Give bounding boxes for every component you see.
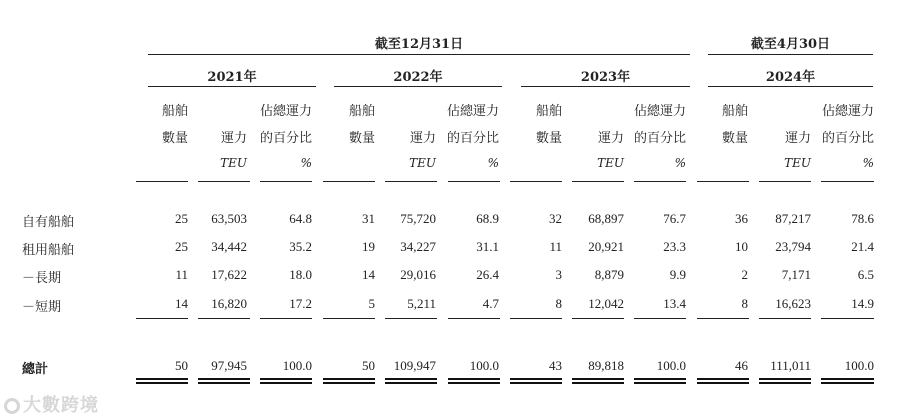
total-double-underline <box>759 382 811 384</box>
total-double-underline <box>634 378 686 380</box>
header-column-underline <box>572 181 624 182</box>
year-2022: 2022年 <box>393 70 443 85</box>
watermark-icon <box>4 398 20 414</box>
header-pct-line2: 的百分比 <box>633 131 686 146</box>
total-cell: 100.0 <box>282 358 312 373</box>
total-double-underline <box>572 382 624 384</box>
total-double-underline <box>697 382 749 384</box>
total-double-underline <box>260 378 312 380</box>
table-cell: 35.2 <box>289 239 312 254</box>
subtotal-underline <box>510 318 562 319</box>
table-cell: 34,227 <box>400 239 436 254</box>
period-underline-apr <box>708 54 873 55</box>
total-cell: 89,818 <box>588 358 624 373</box>
year-underline-2022 <box>334 86 502 87</box>
table-cell: 14 <box>362 267 375 282</box>
header-column-underline <box>697 181 749 182</box>
table-cell: 14.9 <box>851 296 874 311</box>
total-cell: 97,945 <box>211 358 247 373</box>
header-vessels-line1: 船舶 <box>535 104 562 119</box>
total-double-underline <box>385 378 437 380</box>
total-double-underline <box>821 382 874 384</box>
header-pct-line2: 的百分比 <box>821 131 874 146</box>
total-double-underline <box>634 382 686 384</box>
header-column-underline <box>136 181 188 182</box>
header-unit-teu: TEU <box>220 156 247 170</box>
table-cell: 6.5 <box>857 267 874 282</box>
period-header-dec: 截至12月31日 <box>374 37 464 52</box>
period-underline-dec <box>148 54 690 55</box>
row-label: －長期 <box>22 271 62 286</box>
subtotal-underline <box>697 318 749 319</box>
table-cell: 25 <box>175 211 188 226</box>
header-unit-pct: % <box>862 156 874 170</box>
table-cell: 20,921 <box>588 239 624 254</box>
table-cell: 11 <box>549 239 562 254</box>
header-vessels-line2: 數量 <box>161 131 188 146</box>
table-cell: 26.4 <box>476 267 499 282</box>
total-cell: 50 <box>362 358 375 373</box>
table-cell: 5,211 <box>407 296 436 311</box>
table-cell: 9.9 <box>669 267 686 282</box>
year-2023: 2023年 <box>580 70 631 85</box>
table-cell: 7,171 <box>781 267 811 282</box>
header-pct-line2: 的百分比 <box>259 131 312 146</box>
total-double-underline <box>759 378 811 380</box>
total-double-underline <box>323 378 375 380</box>
table-cell: 10 <box>735 239 748 254</box>
table-cell: 2 <box>741 267 748 282</box>
table-cell: 23.3 <box>663 239 686 254</box>
table-cell: 8 <box>741 296 748 311</box>
table-cell: 8 <box>555 296 562 311</box>
total-double-underline <box>323 382 375 384</box>
table-cell: 17.2 <box>289 296 312 311</box>
total-double-underline <box>198 378 250 380</box>
watermark-logo <box>4 391 99 417</box>
table-cell: 87,217 <box>775 211 811 226</box>
total-cell: 100.0 <box>844 358 874 373</box>
subtotal-underline <box>198 318 250 319</box>
subtotal-underline <box>821 318 874 319</box>
table-cell: 4.7 <box>482 296 499 311</box>
year-2021: 2021年 <box>207 70 257 85</box>
total-double-underline <box>136 378 188 380</box>
table-cell: 29,016 <box>400 267 436 282</box>
header-capacity: 運力 <box>409 131 436 146</box>
table-cell: 19 <box>362 239 375 254</box>
header-vessels-line1: 船舶 <box>721 104 748 119</box>
header-unit-teu: TEU <box>784 156 811 170</box>
header-column-underline <box>510 181 562 182</box>
header-pct-line1: 佔總運力 <box>821 104 874 119</box>
total-double-underline <box>510 382 562 384</box>
table-cell: 14 <box>175 296 188 311</box>
header-pct-line1: 佔總運力 <box>259 104 312 119</box>
subtotal-underline <box>323 318 375 319</box>
header-column-underline <box>759 181 811 182</box>
header-column-underline <box>448 181 500 182</box>
table-cell: 21.4 <box>851 239 874 254</box>
table-cell: 31 <box>362 211 375 226</box>
total-double-underline <box>198 382 250 384</box>
header-capacity: 運力 <box>784 131 811 146</box>
table-cell: 3 <box>555 267 562 282</box>
row-label: 自有船舶 <box>22 215 75 230</box>
year-2024: 2024年 <box>765 70 816 85</box>
table-cell: 63,503 <box>211 211 247 226</box>
header-vessels-line1: 船舶 <box>348 104 375 119</box>
total-double-underline <box>572 378 624 380</box>
header-vessels-line2: 數量 <box>721 131 748 146</box>
year-underline-2024 <box>708 86 873 87</box>
header-capacity: 運力 <box>597 131 624 146</box>
header-unit-pct: % <box>300 156 312 170</box>
watermark-text: 大數跨境 <box>23 395 99 416</box>
year-underline-2021 <box>148 86 316 87</box>
table-cell: 25 <box>175 239 188 254</box>
year-underline-2023 <box>521 86 690 87</box>
table-cell: 64.8 <box>289 211 312 226</box>
table-cell: 76.7 <box>663 211 686 226</box>
total-double-underline <box>697 378 749 380</box>
subtotal-underline <box>448 318 500 319</box>
total-cell: 100.0 <box>469 358 499 373</box>
total-double-underline <box>510 378 562 380</box>
table-cell: 36 <box>735 211 748 226</box>
table-cell: 68.9 <box>476 211 499 226</box>
total-label: 總計 <box>22 362 49 377</box>
total-cell: 46 <box>735 358 748 373</box>
header-column-underline <box>198 181 250 182</box>
header-vessels-line2: 數量 <box>348 131 375 146</box>
total-double-underline <box>385 382 437 384</box>
table-cell: 8,879 <box>594 267 624 282</box>
header-vessels-line1: 船舶 <box>161 104 188 119</box>
total-cell: 43 <box>549 358 562 373</box>
table-cell: 16,623 <box>775 296 811 311</box>
subtotal-underline <box>572 318 624 319</box>
header-unit-teu: TEU <box>597 156 624 170</box>
row-label: －短期 <box>22 300 62 315</box>
table-cell: 78.6 <box>851 211 874 226</box>
subtotal-underline <box>634 318 686 319</box>
table-cell: 16,820 <box>211 296 247 311</box>
table-cell: 18.0 <box>289 267 312 282</box>
total-double-underline <box>448 382 500 384</box>
period-header-apr: 截至4月30日 <box>750 37 831 52</box>
header-pct-line1: 佔總運力 <box>633 104 686 119</box>
header-unit-pct: % <box>487 156 499 170</box>
table-cell: 68,897 <box>588 211 624 226</box>
table-cell: 12,042 <box>588 296 624 311</box>
total-cell: 50 <box>175 358 188 373</box>
table-cell: 75,720 <box>400 211 436 226</box>
table-cell: 13.4 <box>663 296 686 311</box>
header-column-underline <box>385 181 437 182</box>
total-cell: 109,947 <box>393 358 436 373</box>
header-pct-line1: 佔總運力 <box>446 104 499 119</box>
total-double-underline <box>821 378 874 380</box>
header-column-underline <box>260 181 312 182</box>
subtotal-underline <box>759 318 811 319</box>
header-pct-line2: 的百分比 <box>446 131 499 146</box>
header-column-underline <box>634 181 686 182</box>
total-cell: 100.0 <box>656 358 686 373</box>
header-capacity: 運力 <box>220 131 247 146</box>
table-cell: 31.1 <box>476 239 499 254</box>
subtotal-underline <box>260 318 312 319</box>
table-cell: 5 <box>368 296 375 311</box>
row-label: 租用船舶 <box>22 243 75 258</box>
table-cell: 17,622 <box>211 267 247 282</box>
header-column-underline <box>821 181 874 182</box>
total-double-underline <box>448 378 500 380</box>
header-unit-pct: % <box>674 156 686 170</box>
total-cell: 111,011 <box>770 358 811 373</box>
subtotal-underline <box>136 318 188 319</box>
table-cell: 11 <box>175 267 188 282</box>
table-cell: 23,794 <box>775 239 811 254</box>
subtotal-underline <box>385 318 437 319</box>
total-double-underline <box>136 382 188 384</box>
header-column-underline <box>323 181 375 182</box>
header-vessels-line2: 數量 <box>535 131 562 146</box>
header-unit-teu: TEU <box>409 156 436 170</box>
total-double-underline <box>260 382 312 384</box>
table-cell: 32 <box>549 211 562 226</box>
table-cell: 34,442 <box>211 239 247 254</box>
